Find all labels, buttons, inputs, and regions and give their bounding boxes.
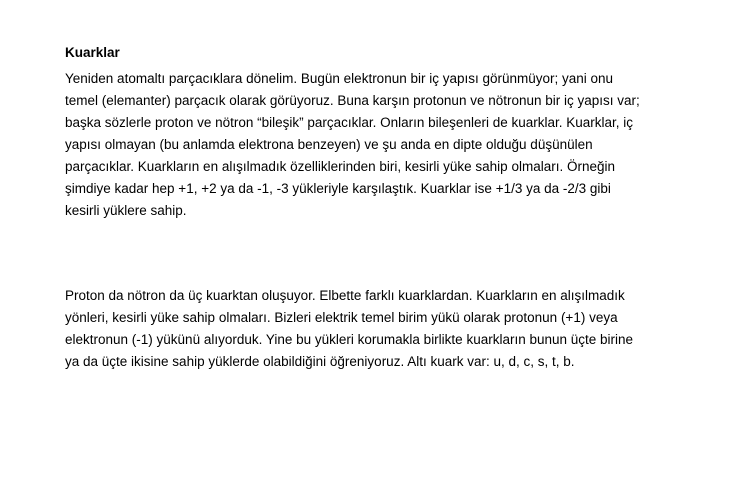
paragraph-line: ya da üçte ikisine sahip yüklerde olabildiğini öğreniyoruz. Altı kuark var: u, d, c, s, t, b.	[65, 354, 575, 369]
paragraph-line: yapısı olmayan (bu anlamda elektrona benzeyen) ve şu anda en dipte olduğu düşünülen	[65, 137, 593, 152]
section-heading: Kuarklar	[65, 45, 120, 60]
paragraph-2	[65, 285, 685, 373]
paragraph-line: Yeniden atomaltı parçacıklara dönelim. Bugün elektronun bir iç yapısı görünmüyor; yani onu	[65, 71, 614, 86]
paragraph-line: parçacıklar. Kuarkların en alışılmadık özelliklerinden biri, kesirli yüke sahip olmaları. Örneğin	[65, 159, 615, 174]
paragraph-line: başka sözlerle proton ve nötron “bileşik” parçacıklar. Onların bileşenleri de kuarklar. Kuarklar, iç	[65, 115, 634, 130]
paragraph-line: kesirli yüklere sahip.	[65, 203, 187, 218]
paragraph-1	[65, 68, 685, 222]
paragraph-line: Proton da nötron da üç kuarktan oluşuyor. Elbette farklı kuarklardan. Kuarkların en alışılmadık	[65, 288, 625, 303]
paragraph-line: şimdiye kadar hep +1, +2 ya da -1, -3 yükleriyle karşılaştık. Kuarklar ise +1/3 ya da -2/3 gibi	[65, 181, 611, 196]
paragraph-line: yönleri, kesirli yüke sahip olmaları. Bizleri elektrik temel birim yükü olarak protonun (+1) veya	[65, 310, 618, 325]
paragraph-line: temel (elemanter) parçacık olarak görüyoruz. Buna karşın protonun ve nötronun bir iç yapısı var;	[65, 93, 640, 108]
paragraph-line: elektronun (-1) yükünü alıyorduk. Yine bu yükleri korumakla birlikte kuarkların bunun üçte birine	[65, 332, 634, 347]
